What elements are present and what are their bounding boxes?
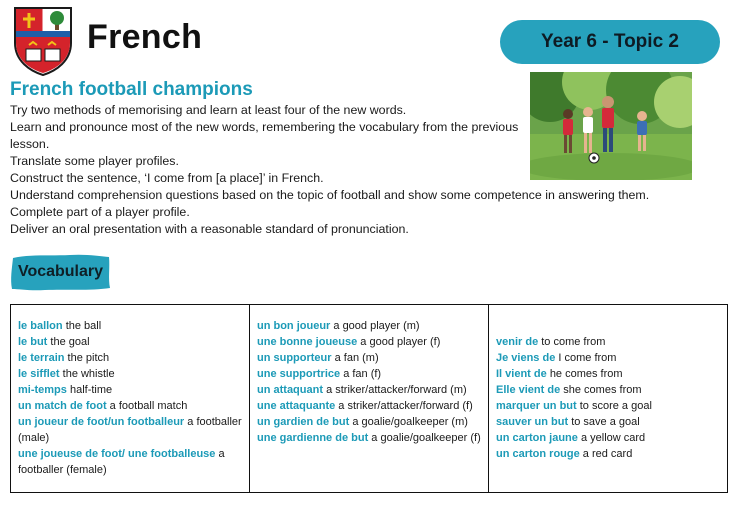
school-crest-logo	[12, 5, 74, 77]
vocabulary-entry	[257, 398, 481, 414]
english-translation: a yellow card	[580, 432, 646, 444]
vocabulary-entry	[496, 430, 720, 446]
vocabulary-entry	[18, 366, 242, 382]
english-translation: the whistle	[62, 368, 115, 380]
objective-line: Complete part of a player profile.	[10, 205, 190, 219]
french-term: Elle vient de	[496, 384, 561, 396]
english-translation: a football match	[109, 400, 188, 412]
english-translation: a red card	[582, 448, 633, 460]
vocabulary-heading-badge	[10, 252, 111, 292]
vocabulary-entry	[257, 334, 481, 350]
french-term: Je viens de	[496, 352, 556, 364]
vocabulary-table	[10, 304, 728, 493]
vocabulary-entry	[18, 350, 242, 366]
objective-line: Construct the sentence, ‘I come from [a place]’ in French.	[10, 171, 324, 185]
vocabulary-entry	[18, 398, 242, 414]
french-term: une gardienne de but	[257, 432, 369, 444]
english-translation: a goalie/goalkeeper (f)	[371, 432, 481, 444]
french-term: le but	[18, 336, 48, 348]
french-term: un gardien de but	[257, 416, 350, 428]
french-term: une joueuse de foot/ une footballeuse	[18, 448, 216, 460]
english-translation: a fan (f)	[343, 368, 382, 380]
english-translation: the pitch	[67, 352, 110, 364]
english-translation: a goalie/goalkeeper (m)	[352, 416, 468, 428]
objective-line: Translate some player profiles.	[10, 154, 179, 168]
vocabulary-entry	[18, 318, 242, 334]
english-translation: half-time	[69, 384, 113, 396]
french-term: un joueur de foot/un footballeur	[18, 416, 185, 428]
french-term: le terrain	[18, 352, 65, 364]
vocabulary-entry	[496, 334, 720, 350]
english-translation: he comes from	[549, 368, 623, 380]
vocabulary-heading: Vocabulary	[17, 263, 104, 280]
vocabulary-entry	[496, 366, 720, 382]
english-translation: she comes from	[563, 384, 642, 396]
vocabulary-entry	[496, 446, 720, 462]
vocabulary-entry	[496, 398, 720, 414]
vocabulary-entry	[496, 414, 720, 430]
english-translation: to score a goal	[579, 400, 652, 412]
french-term: Il vient de	[496, 368, 547, 380]
english-translation: a footballer (male)	[18, 416, 242, 444]
english-translation: I come from	[558, 352, 617, 364]
lesson-title: French football champions	[10, 79, 253, 100]
english-translation: to save a goal	[571, 416, 640, 428]
french-term: marquer un but	[496, 400, 577, 412]
vocabulary-column-1	[11, 305, 249, 492]
vocabulary-entry	[18, 414, 242, 446]
english-translation: a fan (m)	[334, 352, 379, 364]
vocabulary-column-3	[488, 305, 727, 492]
subject-title: French	[87, 18, 203, 56]
french-term: une attaquante	[257, 400, 336, 412]
vocabulary-entry	[257, 318, 481, 334]
vocabulary-entry	[18, 446, 242, 478]
english-translation: a good player (m)	[333, 320, 420, 332]
english-translation: the ball	[65, 320, 102, 332]
objective-line: Learn and pronounce most of the new words, remembering the vocabulary from the previous	[10, 120, 519, 134]
french-term: venir de	[496, 336, 539, 348]
french-term: un bon joueur	[257, 320, 331, 332]
topic-badge: Year 6 - Topic 2	[500, 20, 720, 64]
objective-line: Try two methods of memorising and learn at least four of the new words.	[10, 103, 407, 117]
english-translation: a striker/attacker/forward (f)	[338, 400, 473, 412]
vocabulary-column-2	[249, 305, 488, 492]
vocabulary-entry	[257, 366, 481, 382]
children-football-photo	[530, 72, 692, 180]
vocabulary-entry	[18, 334, 242, 350]
vocabulary-entry	[257, 430, 481, 446]
english-translation: a striker/attacker/forward (m)	[326, 384, 467, 396]
objective-line: Deliver an oral presentation with a reasonable standard of pronunciation.	[10, 222, 409, 236]
objective-line: Understand comprehension questions based on the topic of football and show some competence in answering them.	[10, 188, 650, 202]
vocabulary-entry	[18, 382, 242, 398]
french-term: un match de foot	[18, 400, 107, 412]
vocabulary-entry	[257, 350, 481, 366]
french-term: un attaquant	[257, 384, 323, 396]
french-term: le ballon	[18, 320, 63, 332]
vocabulary-entry	[496, 350, 720, 366]
french-term: une supportrice	[257, 368, 341, 380]
vocabulary-entry	[496, 382, 720, 398]
vocabulary-entry	[257, 414, 481, 430]
french-term: un carton rouge	[496, 448, 580, 460]
french-term: un carton jaune	[496, 432, 578, 444]
english-translation: to come from	[541, 336, 606, 348]
french-term: sauver un but	[496, 416, 569, 428]
english-translation: a good player (f)	[360, 336, 441, 348]
french-term: une bonne joueuse	[257, 336, 358, 348]
english-translation: a footballer (female)	[18, 448, 225, 476]
french-term: mi-temps	[18, 384, 67, 396]
french-term: un supporteur	[257, 352, 332, 364]
objective-line: lesson.	[10, 137, 50, 151]
english-translation: the goal	[50, 336, 90, 348]
french-term: le sifflet	[18, 368, 60, 380]
vocabulary-entry	[257, 382, 481, 398]
